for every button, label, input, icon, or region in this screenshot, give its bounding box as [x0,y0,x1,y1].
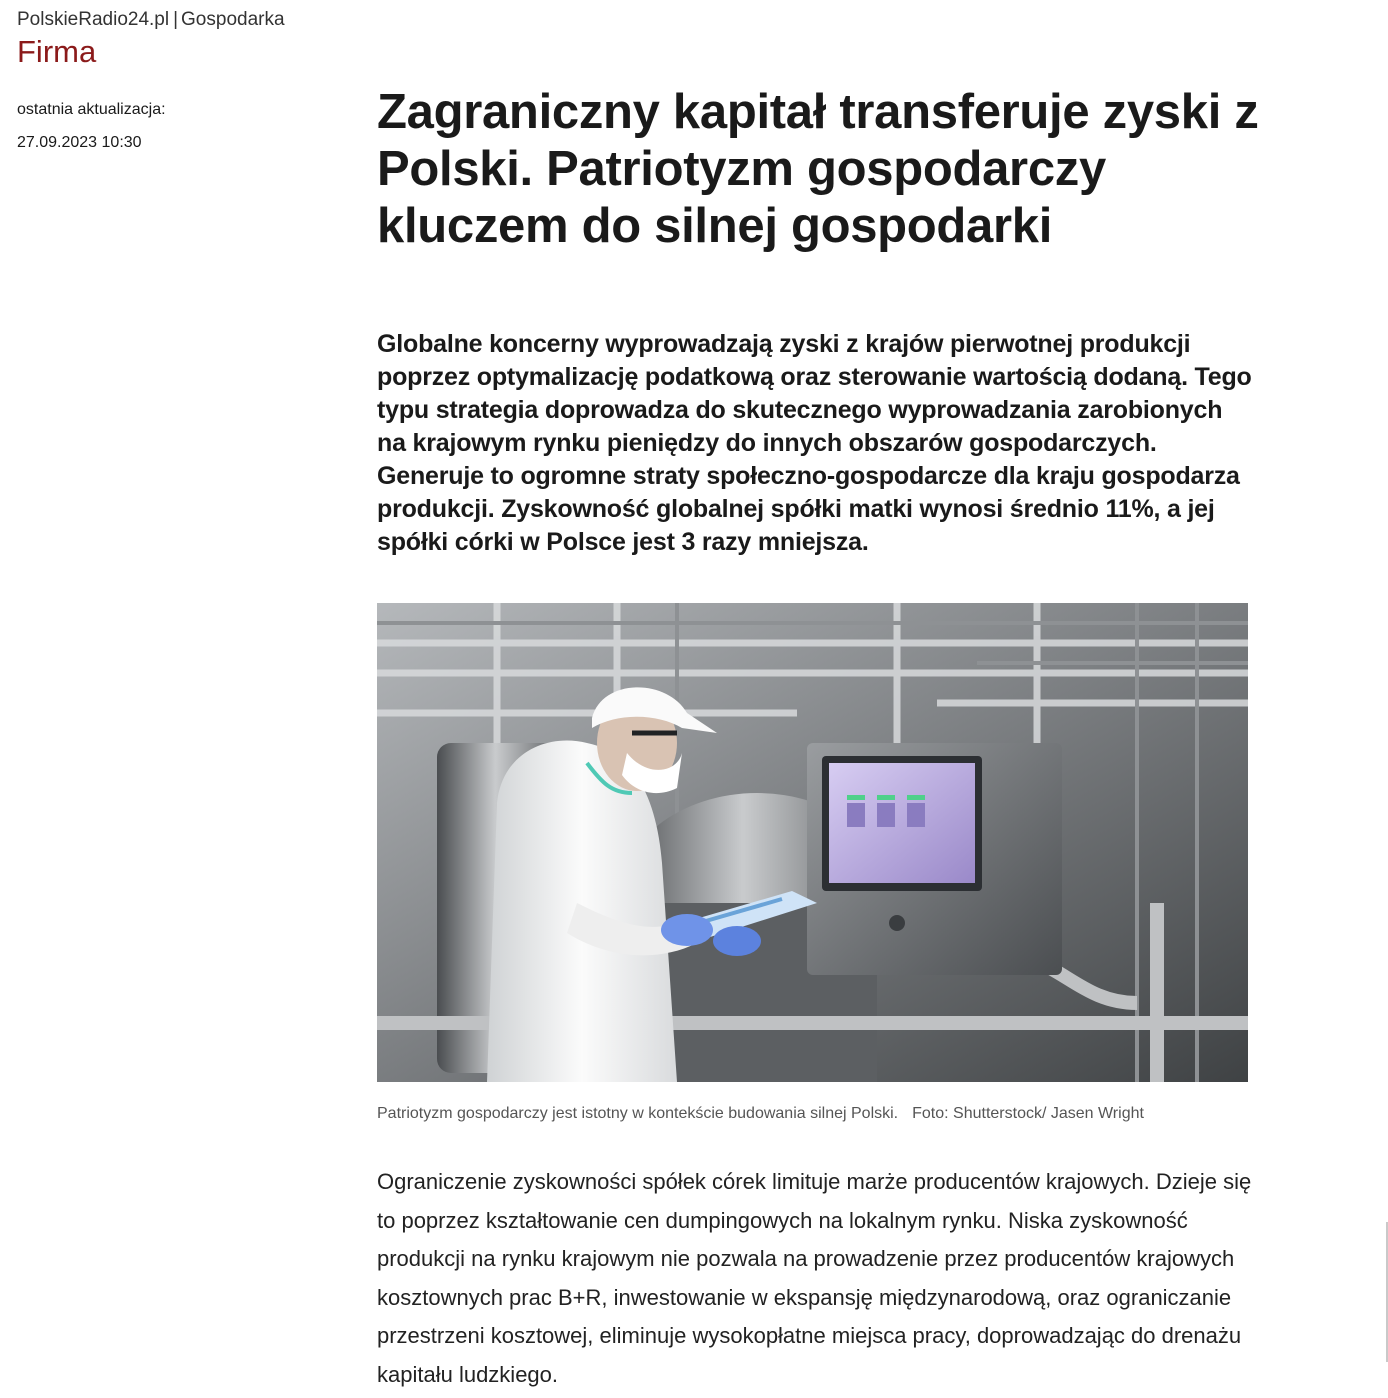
breadcrumb [17,9,285,31]
updated-timestamp: 27.09.2023 10:30 [17,134,142,151]
section-link[interactable]: Firma [17,34,97,69]
image-credit: Foto: Shutterstock/ Jasen Wright [912,1105,1144,1122]
breadcrumb-separator: | [173,9,179,30]
article-lead: Globalne koncerny wyprowadzają zyski z krajów pierwotnej produkcji poprzez optymalizację podatkową oraz sterowanie wartością dodaną. Tego typu strategia doprowadza do skutecznego wyprowadzania zarobionych na krajowym rynku pieniędzy do innych obszarów gospodarczych. Generuje to ogromne straty społeczno-gospodarcze dla kraju gospodarza produkcji. Zyskowność globalnej spółki matki wynosi średnio 11%, a jej spółki córki w Polsce jest 3 razy mniejsza. [377,330,1252,556]
article-paragraph: Ograniczenie zyskowności spółek córek limituje marże producentów krajowych. Dzieje się to poprzez kształtowanie cen dumpingowych na lokalnym rynku. Niska zyskowność produkcji na rynku krajowym nie pozwala na prowadzenie przez producentów krajowych kosztownych prac B+R, inwestowanie w ekspansję międzynarodową, oraz ograniczanie przestrzeni kosztowej, eliminuje wysokopłatne miejsca pracy, doprowadzając do drenażu kapitału ludzkiego. [377,1169,1252,1387]
breadcrumb-site-link[interactable]: PolskieRadio24.pl [17,9,170,30]
article-photo[interactable] [377,603,1248,1082]
article-title: Zagraniczny kapitał transferuje zyski z Polski. Patriotyzm gospodarczy kluczem do silnej gospodarki [377,85,1259,253]
image-caption-text: Patriotyzm gospodarczy jest istotny w kontekście budowania silnej Polski. [377,1105,899,1122]
factory-worker-photo [377,603,1248,1082]
breadcrumb-category-link[interactable]: Gospodarka [181,9,285,30]
article-meta [17,93,166,159]
image-caption [377,1105,1144,1123]
updated-label: ostatnia aktualizacja: [17,101,166,118]
